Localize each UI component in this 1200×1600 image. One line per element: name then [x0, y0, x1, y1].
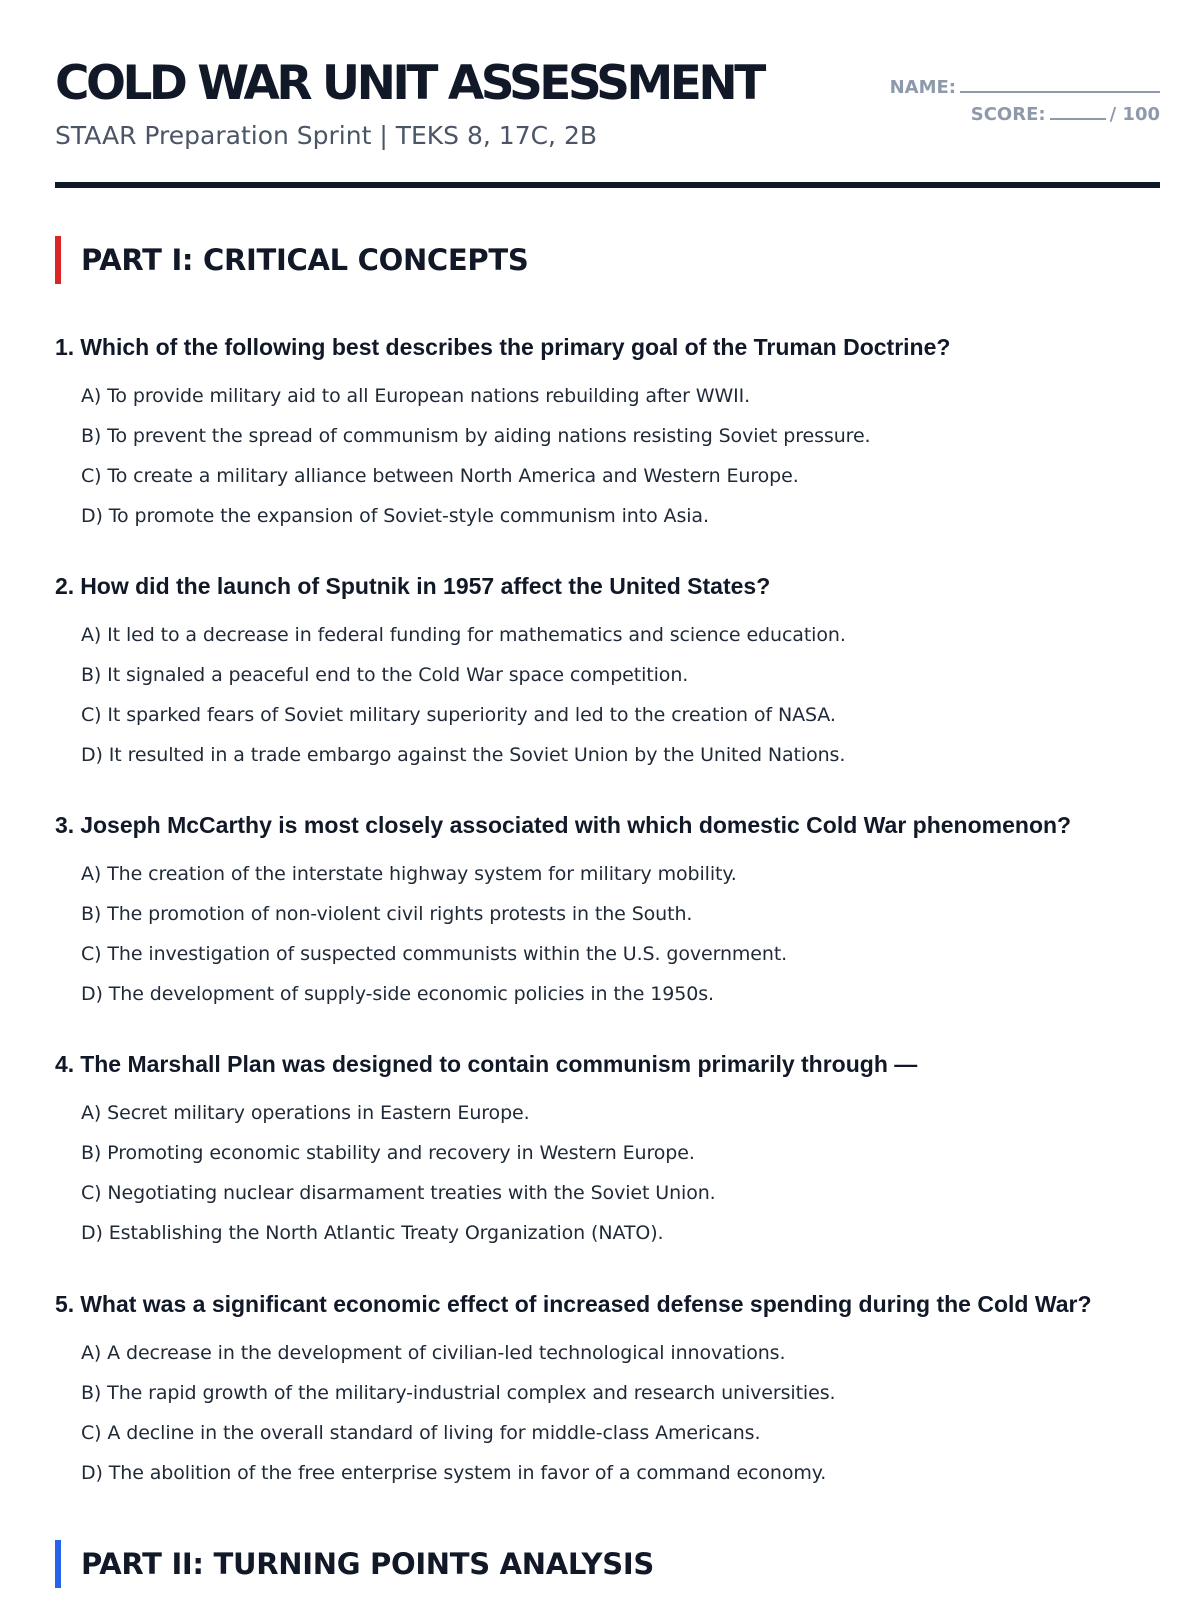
answer-option-d: D) The development of supply-side economic policies in the 1950s.: [81, 983, 714, 1005]
answer-options: [55, 376, 1160, 536]
answer-option-b: B) The rapid growth of the military-industrial complex and research universities.: [81, 1382, 836, 1404]
question-2: [55, 571, 1160, 775]
page-subtitle: STAAR Preparation Sprint | TEKS 8, 17C, 2B: [55, 121, 598, 150]
section-accent-bar: [55, 236, 61, 284]
score-total: / 100: [1109, 104, 1160, 125]
score-label: SCORE:: [970, 104, 1046, 125]
answer-option-a: A) It led to a decrease in federal funding for mathematics and science education.: [81, 624, 846, 646]
answer-option-b: B) It signaled a peaceful end to the Cold War space competition.: [81, 664, 689, 686]
answer-option-a: A) To provide military aid to all European nations rebuilding after WWII.: [81, 385, 751, 407]
answer-options: [55, 1093, 1160, 1253]
answer-option-c: C) To create a military alliance between North America and Western Europe.: [81, 465, 799, 487]
student-info: [890, 74, 1160, 128]
question-stem: [55, 1289, 1160, 1319]
answer-option-d: D) The abolition of the free enterprise system in favor of a command economy.: [81, 1462, 827, 1484]
question-4: [55, 1049, 1160, 1253]
question-number: 4.: [55, 1051, 75, 1077]
answer-option-a: A) The creation of the interstate highway system for military mobility.: [81, 863, 737, 885]
question-number: 3.: [55, 812, 75, 838]
answer-options: [55, 1333, 1160, 1493]
question-text: Which of the following best describes the primary goal of the Truman Doctrine?: [80, 334, 951, 360]
answer-option-c: C) It sparked fears of Soviet military superiority and led to the creation of NASA.: [81, 704, 836, 726]
answer-option-d: D) To promote the expansion of Soviet-style communism into Asia.: [81, 505, 709, 527]
question-3: [55, 810, 1160, 1014]
answer-option-b: B) Promoting economic stability and recovery in Western Europe.: [81, 1142, 695, 1164]
question-1: [55, 332, 1160, 536]
page-title: COLD WAR UNIT ASSESSMENT: [55, 56, 763, 111]
answer-option-b: B) To prevent the spread of communism by aiding nations resisting Soviet pressure.: [81, 425, 871, 447]
section-title: PART II: TURNING POINTS ANALYSIS: [81, 1547, 654, 1581]
answer-option-c: C) A decline in the overall standard of living for middle-class Americans.: [81, 1422, 761, 1444]
question-5: [55, 1289, 1160, 1493]
answer-option-c: C) The investigation of suspected communists within the U.S. government.: [81, 943, 788, 965]
question-stem: [55, 332, 1160, 362]
question-stem: [55, 1049, 1160, 1079]
question-text: What was a significant economic effect of increased defense spending during the Cold War?: [80, 1291, 1092, 1317]
section-accent-bar: [55, 1540, 61, 1588]
question-number: 2.: [55, 573, 75, 599]
answer-option-d: D) Establishing the North Atlantic Treaty Organization (NATO).: [81, 1222, 664, 1244]
answer-option-d: D) It resulted in a trade embargo against the Soviet Union by the United Nations.: [81, 744, 846, 766]
question-text: The Marshall Plan was designed to contain communism primarily through —: [80, 1051, 918, 1077]
answer-option-c: C) Negotiating nuclear disarmament treaties with the Soviet Union.: [81, 1182, 716, 1204]
question-stem: [55, 571, 1160, 601]
section-title: PART I: CRITICAL CONCEPTS: [81, 243, 529, 277]
name-row: [890, 74, 1160, 101]
score-blank: [1050, 101, 1106, 120]
section-heading-part-2: [55, 1540, 654, 1588]
page-header: [55, 52, 1160, 192]
header-divider: [55, 182, 1160, 188]
question-text: How did the launch of Sputnik in 1957 affect the United States?: [80, 573, 771, 599]
answer-option-b: B) The promotion of non-violent civil rights protests in the South.: [81, 903, 693, 925]
answer-options: [55, 854, 1160, 1014]
name-blank: [960, 74, 1160, 93]
section-heading-part-1: [55, 236, 528, 284]
answer-option-a: A) Secret military operations in Eastern Europe.: [81, 1102, 530, 1124]
question-text: Joseph McCarthy is most closely associated with which domestic Cold War phenomenon?: [80, 812, 1072, 838]
question-number: 5.: [55, 1291, 75, 1317]
answer-options: [55, 615, 1160, 775]
question-stem: [55, 810, 1160, 840]
score-row: [890, 101, 1160, 128]
name-label: NAME:: [889, 77, 956, 98]
answer-option-a: A) A decrease in the development of civilian-led technological innovations.: [81, 1342, 786, 1364]
question-number: 1.: [55, 334, 75, 360]
